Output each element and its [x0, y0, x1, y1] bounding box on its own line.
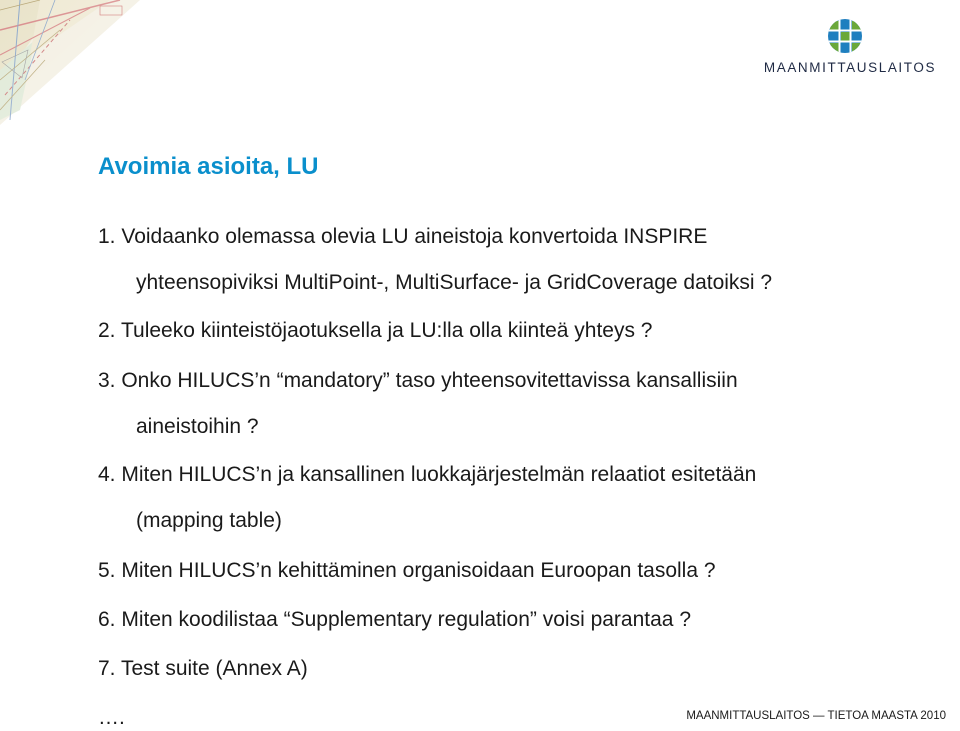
list-item-4: 4. Miten HILUCS’n ja kansallinen luokkajärjestelmän relaatiot esitetään — [98, 463, 757, 486]
list-item-2: 2. Tuleeko kiinteistöjaotuksella ja LU:lla olla kiinteä yhteys ? — [98, 319, 653, 342]
list-item-3: 3. Onko HILUCS’n “mandatory” taso yhteensovitettavissa kansallisiin — [98, 369, 738, 392]
list-item-1-continued: yhteensopiviksi MultiPoint-, MultiSurface- ja GridCoverage datoiksi ? — [136, 271, 773, 294]
list-item-3-continued: aineistoihin ? — [136, 415, 259, 438]
list-item-6: 6. Miten koodilistaa “Supplementary regulation” voisi parantaa ? — [98, 608, 691, 631]
slide-title: Avoimia asioita, LU — [98, 153, 319, 180]
list-item-4-continued: (mapping table) — [136, 509, 282, 532]
list-item-5: 5. Miten HILUCS’n kehittäminen organisoidaan Euroopan tasolla ? — [98, 559, 716, 582]
list-item-1: 1. Voidaanko olemassa olevia LU aineistoja konvertoida INSPIRE — [98, 225, 708, 248]
footer-text: MAANMITTAUSLAITOS — TIETOA MAASTA 2010 — [686, 710, 946, 722]
ellipsis: …. — [98, 706, 125, 729]
logo-wordmark: MAANMITTAUSLAITOS — [763, 60, 937, 75]
list-item-7: 7. Test suite (Annex A) — [98, 657, 308, 680]
